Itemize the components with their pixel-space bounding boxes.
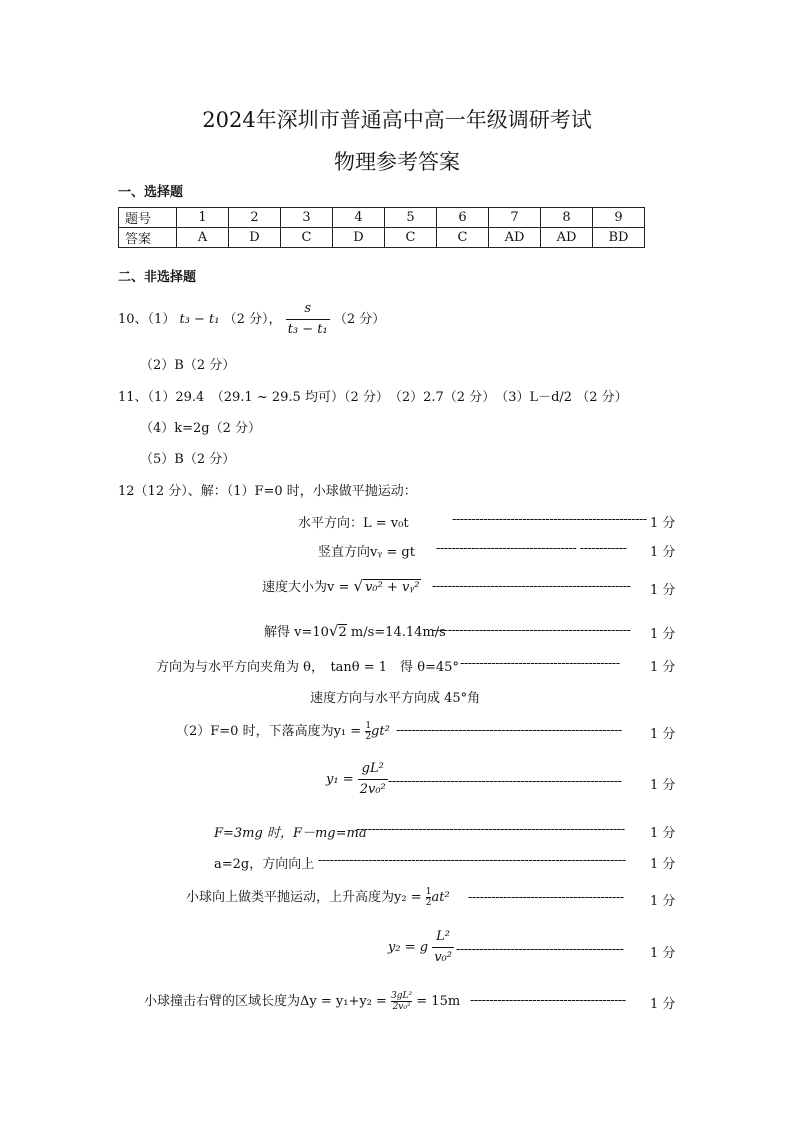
q12-line12-fraction bbox=[432, 928, 454, 967]
q12-line11-label: 小球向上做类平抛运动，上升高度为y₂ = bbox=[186, 890, 422, 905]
frac-den: v₀² bbox=[432, 947, 454, 967]
table-cell: AD bbox=[541, 228, 593, 248]
q10-frac-den: t₃ − t₁ bbox=[286, 319, 330, 339]
row-label-number: 题号 bbox=[119, 208, 177, 228]
dash-leader: -------------------------------------------------- bbox=[452, 512, 647, 527]
sqrt-icon: √ bbox=[328, 622, 339, 640]
q12-line4-label: 解得 v=10 bbox=[264, 625, 329, 640]
q12-line11-expr: at² bbox=[431, 890, 450, 905]
section-choice-heading: 一、选择题 bbox=[118, 185, 184, 200]
table-cell: 4 bbox=[333, 208, 385, 228]
q10-part2: （2）B（2 分） bbox=[140, 358, 236, 373]
table-cell: 6 bbox=[437, 208, 489, 228]
half-den: 2 bbox=[425, 898, 432, 908]
score-label: 1 分 bbox=[650, 826, 676, 841]
q12-line3-radicand: v₀² + vᵧ² bbox=[365, 580, 420, 595]
q12-line6: 速度方向与水平方向成 45°角 bbox=[310, 691, 481, 706]
q11-line2: （4）k=2g（2 分） bbox=[140, 421, 262, 436]
page-title: 2024年深圳市普通高中高一年级调研考试 bbox=[202, 108, 592, 132]
table-cell: C bbox=[385, 228, 437, 248]
score-label: 1 分 bbox=[650, 727, 676, 742]
q12-line7-label: （2）F=0 时，下落高度为y₁ = bbox=[176, 724, 362, 739]
frac-num: 3gL² bbox=[391, 991, 413, 1001]
score-label: 1 分 bbox=[650, 627, 676, 642]
q11-line1: 11、（1）29.4 （29.1 ~ 29.5 均可）（2 分） （2）2.7（2 分） （3）L－d/2 （2 分） bbox=[118, 390, 628, 405]
table-cell: 7 bbox=[489, 208, 541, 228]
q12-line8 bbox=[326, 760, 388, 799]
score-label: 1 分 bbox=[650, 583, 676, 598]
section-nonchoice-heading: 二、非选择题 bbox=[118, 270, 197, 285]
q12-line8-fraction bbox=[358, 760, 388, 799]
frac-num: gL² bbox=[361, 761, 384, 776]
half-num: 1 bbox=[365, 721, 372, 731]
q12-line7-expr: gt² bbox=[371, 724, 390, 739]
q10-frac-num: s bbox=[304, 301, 312, 316]
score-label: 1 分 bbox=[650, 545, 676, 560]
table-cell: D bbox=[333, 228, 385, 248]
q12-line5: 方向为与水平方向夹角为 θ， tanθ = 1 得 θ=45° bbox=[156, 660, 459, 675]
q12-line13 bbox=[144, 990, 460, 1012]
score-label: 1 分 bbox=[650, 997, 676, 1012]
sqrt-icon: √ bbox=[353, 577, 364, 595]
table-cell: 9 bbox=[593, 208, 645, 228]
q12-line3 bbox=[262, 576, 421, 595]
q12-line9: F=3mg 时，F－mg=ma bbox=[214, 826, 367, 841]
table-cell: BD bbox=[593, 228, 645, 248]
dash-leader: ---------------------------------------- bbox=[468, 890, 624, 905]
q10-prefix: 10、（1） bbox=[118, 312, 176, 327]
q10-score1: （2 分）， bbox=[223, 312, 282, 327]
score-label: 1 分 bbox=[650, 857, 676, 872]
half-den: 2 bbox=[365, 732, 372, 742]
table-cell: 2 bbox=[229, 208, 281, 228]
q12-line12 bbox=[388, 928, 454, 967]
frac-den: 2v₀² bbox=[392, 1002, 411, 1012]
q12-line1: 水平方向：L = v₀t bbox=[298, 516, 409, 531]
q10-fraction bbox=[286, 300, 330, 339]
frac-den: 2v₀² bbox=[358, 779, 388, 799]
q12-line13-label: 小球撞击右臂的区域长度为Δy = y₁+y₂ = bbox=[144, 994, 387, 1009]
table-cell: A bbox=[177, 228, 229, 248]
table-row-numbers bbox=[119, 208, 645, 228]
table-cell: AD bbox=[489, 228, 541, 248]
dash-leader: ------------------------------------ ------------ bbox=[436, 541, 627, 556]
q12-line7 bbox=[176, 720, 390, 742]
dash-leader: ------------------------------------------- bbox=[456, 942, 624, 957]
q10-score2: （2 分） bbox=[333, 312, 386, 327]
q12-line8-label: y₁ = bbox=[326, 772, 354, 787]
q12-line12-label: y₂ = g bbox=[388, 940, 429, 955]
dash-leader: ---------------------------------------- bbox=[470, 993, 626, 1008]
score-label: 1 分 bbox=[650, 660, 676, 675]
table-cell: C bbox=[437, 228, 489, 248]
dash-leader: ------------------------------------------------------------ bbox=[388, 774, 622, 789]
table-row-answers bbox=[119, 228, 645, 248]
page-subtitle: 物理参考答案 bbox=[334, 150, 460, 174]
q12-line2: 竖直方向vᵧ = gt bbox=[318, 545, 415, 560]
q11-line3: （5）B（2 分） bbox=[140, 452, 236, 467]
q12-line4-radicand: 2 bbox=[338, 625, 347, 640]
q12-intro: 12（12 分）、解：（1）F=0 时，小球做平抛运动： bbox=[118, 484, 417, 499]
answer-table bbox=[118, 207, 645, 248]
table-cell: D bbox=[229, 228, 281, 248]
table-cell: 5 bbox=[385, 208, 437, 228]
q12-line3-label: 速度大小为v = bbox=[262, 580, 350, 595]
q12-line11 bbox=[186, 886, 450, 908]
table-cell: 1 bbox=[177, 208, 229, 228]
dash-leader: --------------------------------------------------- bbox=[432, 579, 631, 594]
q10-part1 bbox=[118, 300, 385, 339]
q12-line4-result: m/s=14.14m/s bbox=[346, 625, 446, 640]
dash-leader: ----------------------------------------- bbox=[460, 656, 620, 671]
score-label: 1 分 bbox=[650, 946, 676, 961]
dash-leader: ------------------------------------------------------------------------------- bbox=[318, 853, 626, 868]
row-label-answer: 答案 bbox=[119, 228, 177, 248]
q12-line13-result: = 15m bbox=[416, 994, 461, 1009]
q12-line4 bbox=[264, 621, 446, 640]
dash-leader: ---------------------------------------------------------- bbox=[396, 723, 622, 738]
table-cell: C bbox=[281, 228, 333, 248]
half-num: 1 bbox=[425, 887, 432, 897]
table-cell: 8 bbox=[541, 208, 593, 228]
dash-leader: --------------------------------------------------------------------- bbox=[356, 822, 625, 837]
score-label: 1 分 bbox=[650, 778, 676, 793]
frac-num: L² bbox=[436, 929, 450, 944]
score-label: 1 分 bbox=[650, 516, 676, 531]
table-cell: 3 bbox=[281, 208, 333, 228]
dash-leader: --------------------------------------------------- bbox=[432, 623, 631, 638]
q12-line13-fraction bbox=[391, 991, 412, 1012]
q12-line10: a=2g，方向向上 bbox=[214, 857, 315, 872]
score-label: 1 分 bbox=[650, 894, 676, 909]
q10-expr: t₃ − t₁ bbox=[179, 312, 220, 327]
